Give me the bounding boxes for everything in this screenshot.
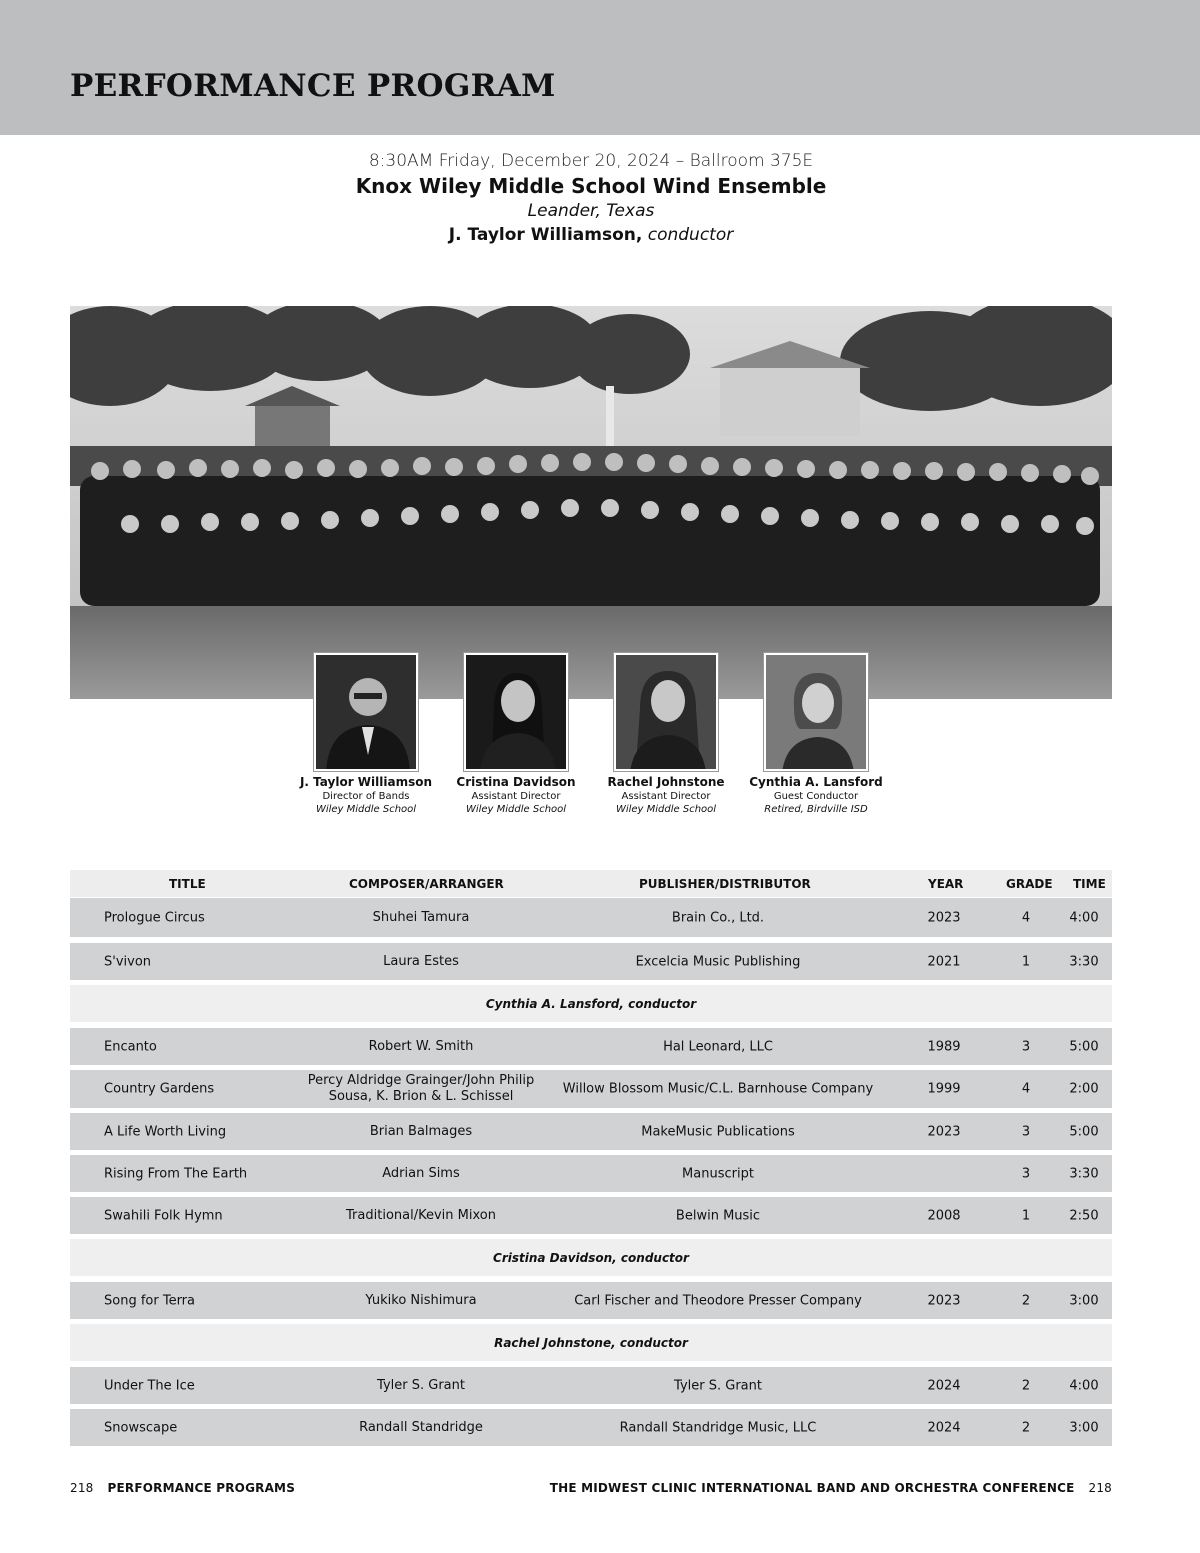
cell-grade: 1 bbox=[1021, 954, 1031, 969]
cell-year: 2023 bbox=[927, 1293, 961, 1308]
footer-section: PERFORMANCE PROGRAMS bbox=[107, 1481, 296, 1495]
cell-title: Song for Terra bbox=[104, 1293, 195, 1308]
conductor-divider-row bbox=[70, 1239, 1112, 1276]
cell-publisher: Excelcia Music Publishing bbox=[635, 954, 801, 969]
cell-publisher: Brain Co., Ltd. bbox=[671, 910, 765, 925]
ensemble-name: Knox Wiley Middle School Wind Ensemble bbox=[355, 174, 827, 198]
concert-datetime: 8:30AM Friday, December 20, 2024 – Ballroom 375E bbox=[368, 151, 814, 171]
cell-composer: Randall Standridge bbox=[359, 1419, 483, 1435]
cell-year: 2024 bbox=[927, 1378, 961, 1393]
director-role: Guest Conductor bbox=[773, 791, 859, 802]
cell-publisher: Carl Fischer and Theodore Presser Company bbox=[574, 1293, 862, 1308]
concert-conductor bbox=[0, 223, 1182, 247]
cell-time: 2:50 bbox=[1069, 1208, 1099, 1223]
table-row bbox=[70, 1281, 1112, 1319]
cell-composer: Shuhei Tamura bbox=[372, 909, 470, 925]
director-name: Rachel Johnstone bbox=[607, 775, 725, 789]
header-composer: COMPOSER/ARRANGER bbox=[349, 877, 504, 891]
cell-time: 3:30 bbox=[1069, 954, 1099, 969]
table-body bbox=[70, 897, 1112, 1446]
cell-grade: 2 bbox=[1021, 1378, 1031, 1393]
portrait-photo bbox=[614, 653, 718, 771]
cell-publisher: MakeMusic Publications bbox=[641, 1124, 795, 1139]
cell-composer: Robert W. Smith bbox=[368, 1038, 474, 1054]
portrait-photo bbox=[464, 653, 568, 771]
director-name: J. Taylor Williamson bbox=[299, 775, 433, 789]
portrait-image bbox=[316, 655, 418, 771]
director-org: Retired, Birdville ISD bbox=[764, 804, 868, 815]
director-org: Wiley Middle School bbox=[615, 804, 717, 815]
ensemble-location: Leander, Texas bbox=[527, 201, 655, 221]
cell-publisher: Belwin Music bbox=[675, 1208, 761, 1223]
cell-title: Rising From The Earth bbox=[104, 1166, 248, 1181]
cell-title: Under The Ice bbox=[104, 1378, 195, 1393]
table-row bbox=[70, 1112, 1112, 1150]
table-row bbox=[70, 1196, 1112, 1234]
conductor-label: Rachel Johnstone, conductor bbox=[494, 1335, 688, 1350]
cell-time: 4:00 bbox=[1069, 1378, 1099, 1393]
table-row bbox=[70, 1408, 1112, 1446]
cell-time: 2:00 bbox=[1069, 1081, 1099, 1097]
cell-composer: Brian Balmages bbox=[369, 1123, 473, 1139]
header-year: YEAR bbox=[928, 877, 964, 891]
cell-year: 2008 bbox=[927, 1208, 961, 1223]
header-title: TITLE bbox=[169, 877, 206, 891]
table-header bbox=[70, 870, 1112, 897]
conductor-label: Cynthia A. Lansford, conductor bbox=[485, 996, 697, 1011]
cell-time: 3:30 bbox=[1069, 1166, 1099, 1181]
conductor-role: conductor bbox=[647, 225, 734, 245]
header-time: TIME bbox=[1073, 877, 1106, 891]
cell-title: Encanto bbox=[104, 1039, 157, 1054]
portrait-photo bbox=[764, 653, 868, 771]
director-name: Cynthia A. Lansford bbox=[749, 775, 883, 789]
cell-time: 4:00 bbox=[1069, 910, 1099, 925]
portrait-photo bbox=[314, 653, 418, 771]
cell-time: 3:00 bbox=[1069, 1293, 1099, 1308]
page-title: PERFORMANCE PROGRAM bbox=[70, 68, 556, 104]
cell-year: 1999 bbox=[927, 1081, 961, 1097]
cell-publisher: Hal Leonard, LLC bbox=[663, 1039, 773, 1054]
cell-composer: Percy Aldridge Grainger/John Philip Sousa, K. Brion & L. Schissel bbox=[307, 1073, 535, 1104]
cell-grade: 4 bbox=[1021, 910, 1031, 925]
cell-grade: 1 bbox=[1021, 1208, 1031, 1223]
cell-publisher: Manuscript bbox=[682, 1166, 754, 1181]
cell-title: Prologue Circus bbox=[104, 910, 205, 925]
cell-grade: 3 bbox=[1021, 1124, 1031, 1139]
footer-right bbox=[550, 1481, 1112, 1495]
director-org: Wiley Middle School bbox=[465, 804, 567, 815]
cell-composer: Tyler S. Grant bbox=[377, 1377, 465, 1393]
program-table bbox=[70, 870, 1112, 1446]
cell-year: 1989 bbox=[927, 1039, 961, 1054]
group-photo-image bbox=[70, 306, 1112, 699]
portrait-image bbox=[766, 655, 868, 771]
director-org: Wiley Middle School bbox=[315, 804, 417, 815]
table-row bbox=[70, 1366, 1112, 1404]
cell-year: 2023 bbox=[927, 910, 961, 925]
cell-composer: Adrian Sims bbox=[382, 1165, 460, 1181]
concert-info bbox=[0, 149, 1182, 247]
footer-left bbox=[70, 1481, 295, 1495]
table-row bbox=[70, 942, 1112, 980]
table-row bbox=[70, 1154, 1112, 1192]
cell-publisher: Randall Standridge Music, LLC bbox=[619, 1420, 817, 1435]
cell-grade: 3 bbox=[1021, 1166, 1031, 1181]
cell-composer: Traditional/Kevin Mixon bbox=[346, 1207, 496, 1223]
cell-publisher: Tyler S. Grant bbox=[674, 1378, 762, 1393]
cell-title: S'vivon bbox=[104, 954, 152, 969]
cell-time: 5:00 bbox=[1069, 1124, 1099, 1139]
cell-grade: 2 bbox=[1021, 1420, 1031, 1435]
cell-grade: 4 bbox=[1021, 1081, 1031, 1097]
footer-conference: THE MIDWEST CLINIC INTERNATIONAL BAND AND ORCHESTRA CONFERENCE bbox=[549, 1481, 1075, 1495]
cell-publisher: Willow Blossom Music/C.L. Barnhouse Company bbox=[562, 1081, 874, 1097]
cell-title: Country Gardens bbox=[104, 1081, 215, 1097]
cell-grade: 3 bbox=[1021, 1039, 1031, 1054]
cell-composer: Laura Estes bbox=[383, 953, 459, 969]
cell-year: 2021 bbox=[927, 954, 961, 969]
cell-title: Swahili Folk Hymn bbox=[104, 1208, 223, 1223]
cell-title: A Life Worth Living bbox=[104, 1124, 227, 1139]
cell-year: 2023 bbox=[927, 1124, 961, 1139]
cell-time: 5:00 bbox=[1069, 1039, 1099, 1054]
cell-time: 3:00 bbox=[1069, 1420, 1099, 1435]
conductor-divider-row bbox=[70, 985, 1112, 1022]
cell-title: Snowscape bbox=[104, 1420, 178, 1435]
table-row bbox=[70, 1069, 1112, 1108]
portrait-image bbox=[616, 655, 718, 771]
director-name: Cristina Davidson bbox=[456, 775, 576, 789]
cell-year: 2024 bbox=[927, 1420, 961, 1435]
header-publisher: PUBLISHER/DISTRIBUTOR bbox=[639, 877, 811, 891]
table-row bbox=[70, 1027, 1112, 1065]
cell-grade: 2 bbox=[1021, 1293, 1031, 1308]
director-role: Director of Bands bbox=[322, 791, 410, 802]
header-grade: GRADE bbox=[1006, 877, 1053, 891]
footer-page-number: 218 bbox=[70, 1481, 94, 1495]
ensemble-group-photo bbox=[70, 306, 1112, 699]
conductor-name: J. Taylor Williamson, bbox=[448, 225, 643, 245]
director-card-lansford bbox=[726, 653, 906, 816]
table-row bbox=[70, 897, 1112, 937]
director-role: Assistant Director bbox=[471, 791, 561, 802]
portrait-image bbox=[466, 655, 568, 771]
conductor-divider-row bbox=[70, 1324, 1112, 1361]
footer-page-number: 218 bbox=[1088, 1481, 1112, 1495]
conductor-label: Cristina Davidson, conductor bbox=[493, 1250, 689, 1265]
cell-composer: Yukiko Nishimura bbox=[365, 1292, 477, 1308]
director-role: Assistant Director bbox=[621, 791, 711, 802]
